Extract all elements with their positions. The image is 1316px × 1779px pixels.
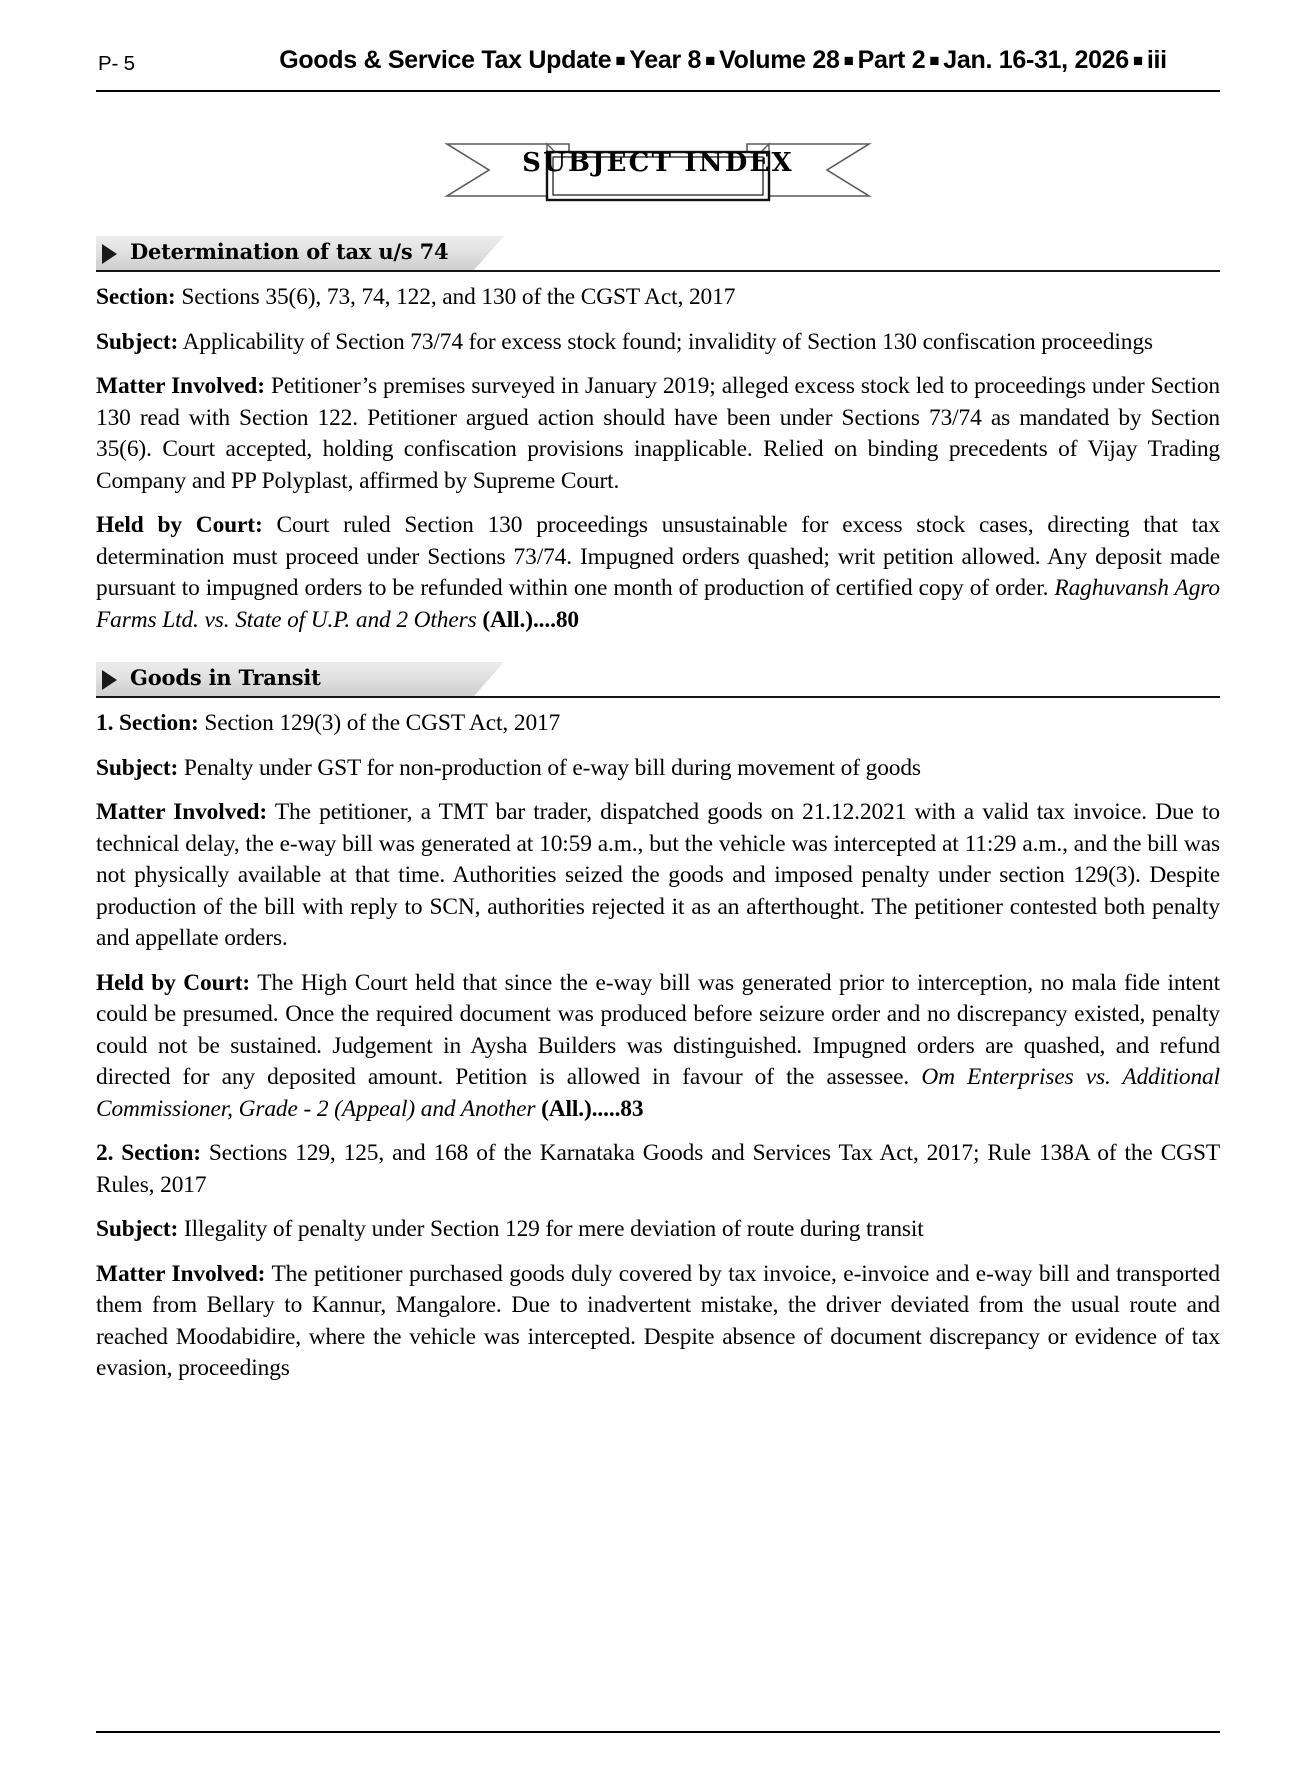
index-entry	[96, 797, 1220, 955]
entry-text: The petitioner purchased goods duly covered by tax invoice, e-invoice and e-way bill and transported them from Bellary to Kannur, Mangalore. Due to inadvertent mistake, the driver deviated from the usual route and reached Moodabidire, where the vehicle was intercepted. Despite absence of document discrepancy or evidence of tax evasion, proceedings	[96, 1260, 1220, 1381]
running-head-title	[226, 46, 1220, 75]
separator-square-icon: ■	[1132, 51, 1143, 70]
subject-index-ribbon	[443, 126, 873, 202]
separator-square-icon: ■	[705, 51, 716, 70]
entry-text: Petitioner’s premises surveyed in January 2019; alleged excess stock led to proceedings under Section 130 read with Section 122. Petitioner argued action should have been under Sections 73/74 as mandated by Section 35(6). Court accepted, holding confiscation provisions inapplicable. Relied on binding precedents of Vijay Trading Company and PP Polyplast, affirmed by Supreme Court.	[96, 373, 1221, 494]
triangle-bullet-icon	[102, 670, 117, 690]
index-entry	[96, 1259, 1220, 1385]
section-divider	[96, 696, 1220, 698]
index-entry	[96, 371, 1220, 497]
triangle-bullet-icon	[102, 244, 117, 264]
date-label: Jan. 16-31, 2026	[943, 46, 1129, 74]
year-label: Year 8	[629, 46, 702, 74]
index-entry	[96, 282, 1220, 314]
index-entry	[96, 753, 1220, 785]
separator-square-icon: ■	[615, 51, 626, 70]
index-entry	[96, 510, 1220, 636]
entry-label: Matter Involved:	[96, 373, 265, 399]
entry-text: The petitioner, a TMT bar trader, dispatched goods on 21.12.2021 with a valid tax invoice. Due to technical delay, the e-way bill was generated at 10:59 a.m., but the vehicle was intercepted at 11:29 a.m., and the bill was not physically available at that time. Authorities seized the goods and imposed penalty under section 129(3). Despite production of the bill with reply to SCN, authorities rejected it as an afterthought. The petitioner contested both penalty and appellate orders.	[96, 799, 1221, 951]
entry-label: Held by Court:	[96, 512, 263, 538]
entry-text: Sections 35(6), 73, 74, 122, and 130 of the CGST Act, 2017	[175, 284, 736, 310]
entry-label: Held by Court:	[96, 969, 251, 996]
folio-number: P- 5	[98, 52, 135, 75]
roman-page-label: iii	[1146, 46, 1167, 74]
journal-name: Goods & Service Tax Update	[279, 46, 612, 74]
entry-text: Section 129(3) of the CGST Act, 2017	[198, 710, 561, 736]
entry-label: Subject:	[96, 754, 179, 781]
entry-label: Matter Involved:	[96, 799, 268, 825]
index-entry	[96, 1138, 1220, 1201]
section-divider	[96, 270, 1220, 272]
case-citation: Raghuvansh Agro Farms Ltd. vs. State of U.P. and 2 Others	[96, 575, 1220, 633]
header-divider	[96, 90, 1220, 92]
index-entry	[96, 708, 1220, 740]
case-citation: Om Enterprises vs. Additional Commissioner, Grade - 2 (Appeal) and Another	[96, 1064, 1220, 1122]
banner-area	[96, 126, 1220, 210]
page-reference: (All.)....80	[482, 606, 580, 633]
page-reference: (All.).....83	[541, 1095, 644, 1122]
entry-text: Penalty under GST for non-production of e-way bill during movement of goods	[178, 754, 921, 781]
entry-label: Subject:	[96, 1216, 179, 1242]
entry-text: Sections 129, 125, and 168 of the Karnataka Goods and Services Tax Act, 2017; Rule 138A of the CGST Rules, 2017	[96, 1140, 1221, 1198]
index-entry	[96, 968, 1220, 1126]
entry-label: 1. Section:	[96, 710, 199, 736]
index-entry	[96, 1214, 1220, 1246]
section-header-goods-in-transit	[96, 662, 1220, 702]
section-heading-label: Goods in Transit	[130, 665, 321, 690]
section-heading-label: Determination of tax u/s 74	[130, 239, 449, 264]
entry-label: Section:	[96, 284, 176, 310]
index-entry	[96, 327, 1220, 359]
volume-label: Volume 28	[719, 46, 840, 74]
separator-square-icon: ■	[929, 51, 940, 70]
banner-title: SUBJECT INDEX	[522, 148, 794, 178]
running-head	[96, 46, 1220, 98]
entry-label: 2. Section:	[96, 1140, 201, 1166]
entry-label: Subject:	[96, 328, 179, 355]
entry-text: Court ruled Section 130 proceedings unsustainable for excess stock cases, directing that tax determination must proceed under Sections 73/74. Impugned orders quashed; writ petition allowed. Any deposit made pursuant to impugned orders to be refunded within one month of production of certified copy of order.	[96, 512, 1220, 601]
entry-label: Matter Involved:	[96, 1260, 266, 1287]
document-page	[0, 46, 1316, 1779]
entry-text: Applicability of Section 73/74 for excess stock found; invalidity of Section 130 confiscation proceedings	[178, 328, 1153, 355]
part-label: Part 2	[857, 46, 926, 74]
section-header-determination-of-tax	[96, 236, 1220, 276]
entry-text: Illegality of penalty under Section 129 for mere deviation of route during transit	[178, 1216, 924, 1242]
entry-text: The High Court held that since the e-way bill was generated prior to interception, no mala fide intent could be presumed. Once the required document was produced before seizure order and no discrepancy existed, penalty could not be sustained. Judgement in Aysha Builders was distinguished. Impugned orders are quashed, and refund directed for any deposited amount. Petition is allowed in favour of the assessee.	[96, 969, 1220, 1090]
separator-square-icon: ■	[843, 51, 854, 70]
